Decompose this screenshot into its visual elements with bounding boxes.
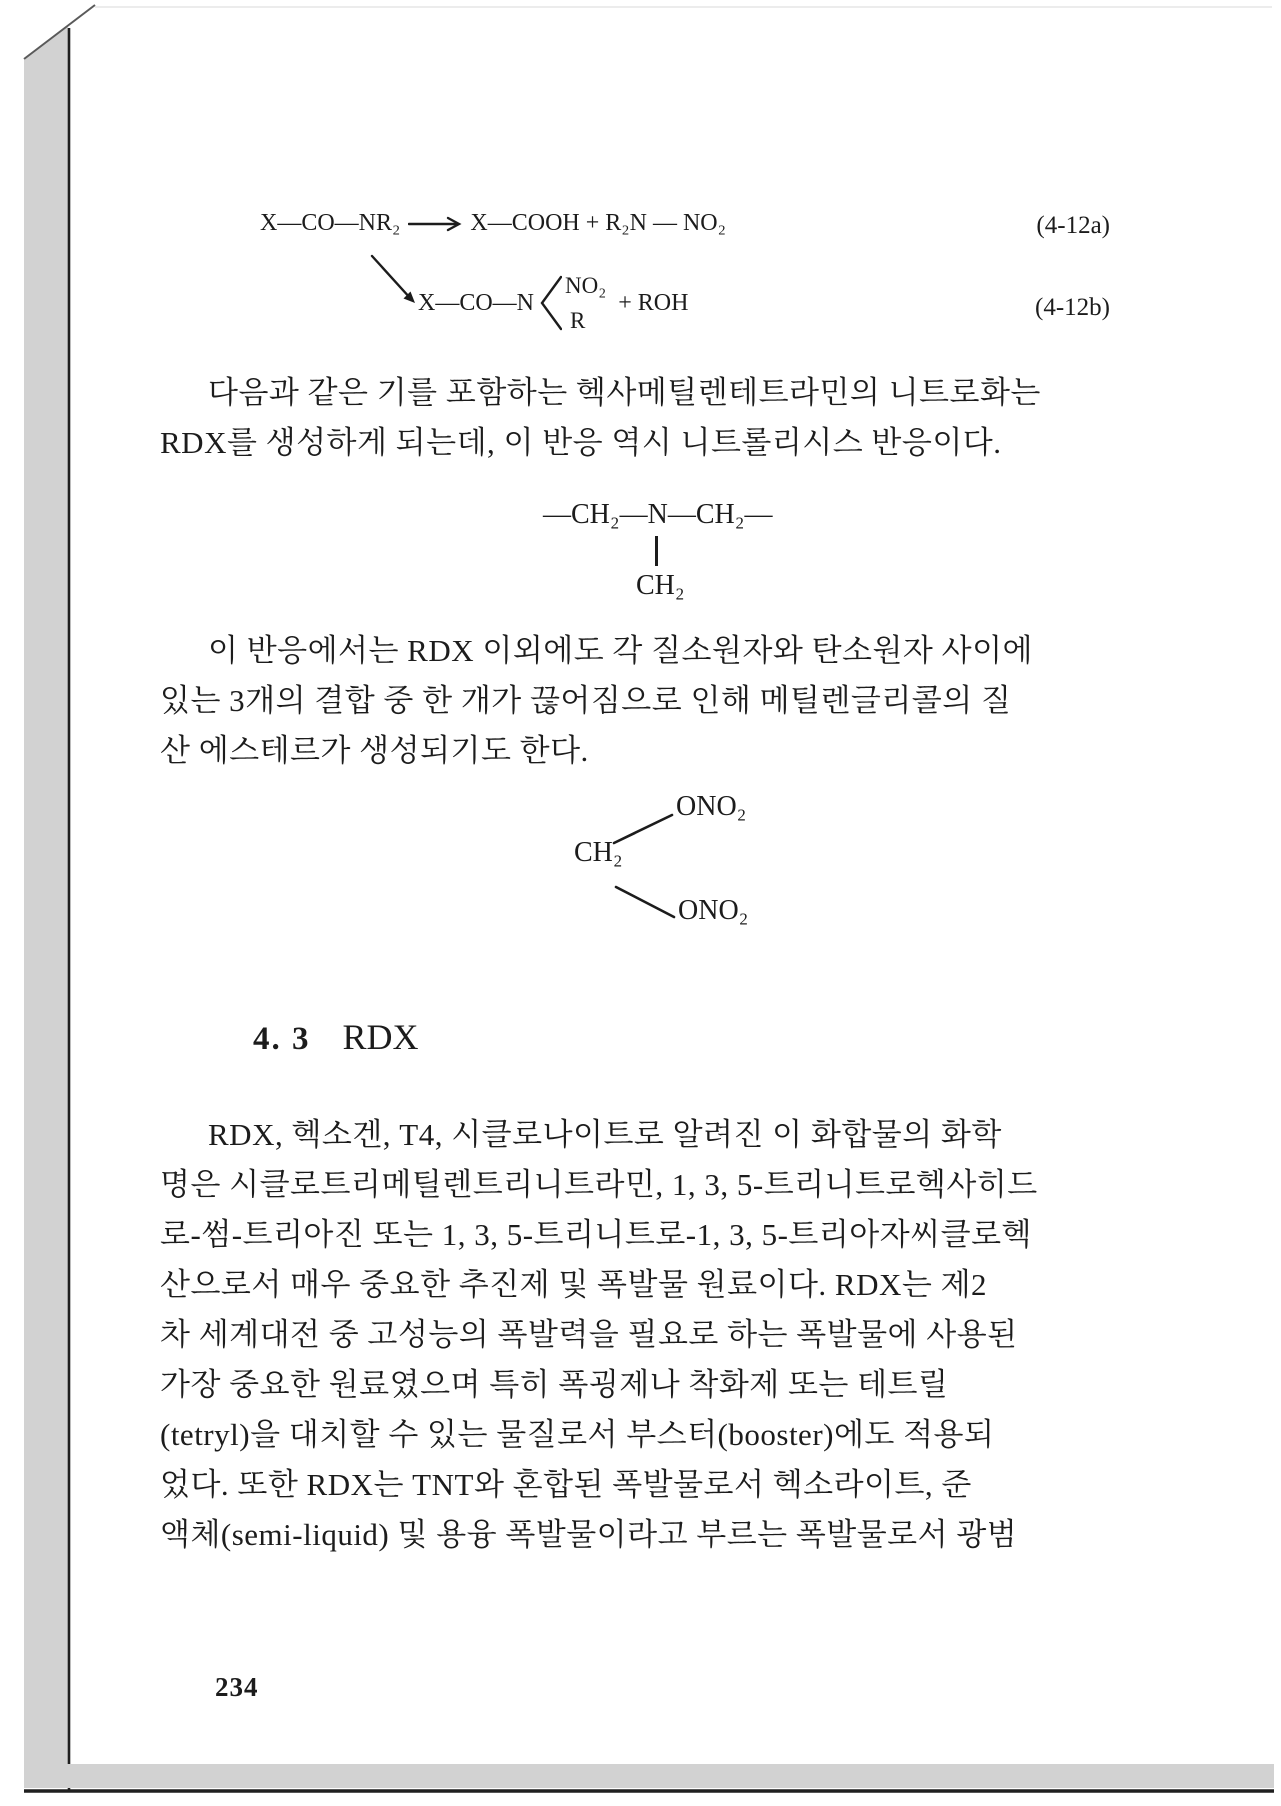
eq-b-post: + ROH (618, 289, 689, 316)
dinitrate-top-group: ONO₂ (676, 791, 747, 822)
reaction-equations (160, 160, 1110, 370)
text-line: 가장 중요한 원료였으며 특히 폭굉제나 착화제 또는 테트릴 (160, 1367, 949, 1402)
text-line: RDX를 생성하게 되는데, 이 반응 역시 니트롤리시스 반응이다. (160, 425, 1002, 460)
equation-label-4-12b: (4-12b) (1035, 294, 1110, 321)
text-line: 로-썸-트리아진 또는 1, 3, 5-트리니트로-1, 3, 5-트리아자씨클로헥 (160, 1217, 1032, 1252)
structure-bottom-formula: CH₂ (636, 570, 685, 601)
text-line: 산으로서 매우 중요한 추진제 및 폭발물 원료이다. RDX는 제2 (160, 1267, 988, 1302)
reaction-arrow-icon (408, 215, 462, 233)
eq-b-branch (565, 268, 606, 338)
equation-label-4-12a: (4-12a) (1036, 212, 1110, 239)
paragraph-methylene-glycol (160, 626, 1110, 776)
dinitrate-bottom-group: ONO₂ (678, 895, 749, 926)
text-line: 명은 시클로트리메틸렌트리니트라민, 1, 3, 5-트리니트로헥사히드 (160, 1167, 1038, 1202)
section-number: 4. 3 (253, 1021, 311, 1057)
eq-b-pre: X—CO—N (418, 289, 535, 316)
text-line: 었다. 또한 RDX는 TNT와 혼합된 폭발물로서 헥소라이트, 준 (160, 1467, 972, 1502)
dinitrate-center: CH₂ (574, 837, 623, 868)
equation-4-12b (418, 268, 688, 338)
page-number: 234 (215, 1672, 259, 1702)
text-line: 산 에스테르가 생성되기도 한다. (160, 733, 589, 768)
text-line: RDX, 헥소겐, T4, 시클로나이트로 알려진 이 화합물의 화학 (208, 1117, 1002, 1152)
section-heading (253, 1016, 419, 1058)
paragraph-rdx-description (160, 1110, 1110, 1560)
text-line: 액체(semi-liquid) 및 용융 폭발물이라고 부르는 폭발물로서 광범 (160, 1517, 1018, 1552)
aminal-group-structure (543, 496, 773, 604)
text-line: 차 세계대전 중 고성능의 폭발력을 필요로 하는 폭발물에 사용된 (160, 1317, 1018, 1352)
text-line: 다음과 같은 기를 포함하는 헥사메틸렌테트라민의 니트로화는 (208, 375, 1041, 410)
paragraph-nitrolysis-intro (160, 368, 1110, 468)
equation-4-12a (260, 210, 726, 237)
eq-b-branch-bottom: R (570, 308, 586, 333)
vertical-bond (655, 536, 658, 566)
branch-bracket-icon (538, 273, 562, 333)
section-title: RDX (342, 1017, 419, 1057)
text-line: (tetryl)을 대치할 수 있는 물질로서 부스터(booster)에도 적용되 (160, 1417, 995, 1452)
eq-a-lhs: X—CO—NR₂ (260, 210, 401, 236)
structure-top-formula: —CH₂—N—CH₂— (543, 499, 773, 530)
text-line: 이 반응에서는 RDX 이외에도 각 질소원자와 탄소원자 사이에 (208, 633, 1033, 668)
eq-a-rhs: X—COOH + R₂N — NO₂ (470, 210, 726, 236)
text-line: 있는 3개의 결합 중 한 개가 끊어짐으로 인해 메틸렌글리콜의 질 (160, 683, 1012, 718)
dinitrate-structure (560, 793, 810, 953)
eq-b-branch-top: NO₂ (565, 273, 607, 298)
